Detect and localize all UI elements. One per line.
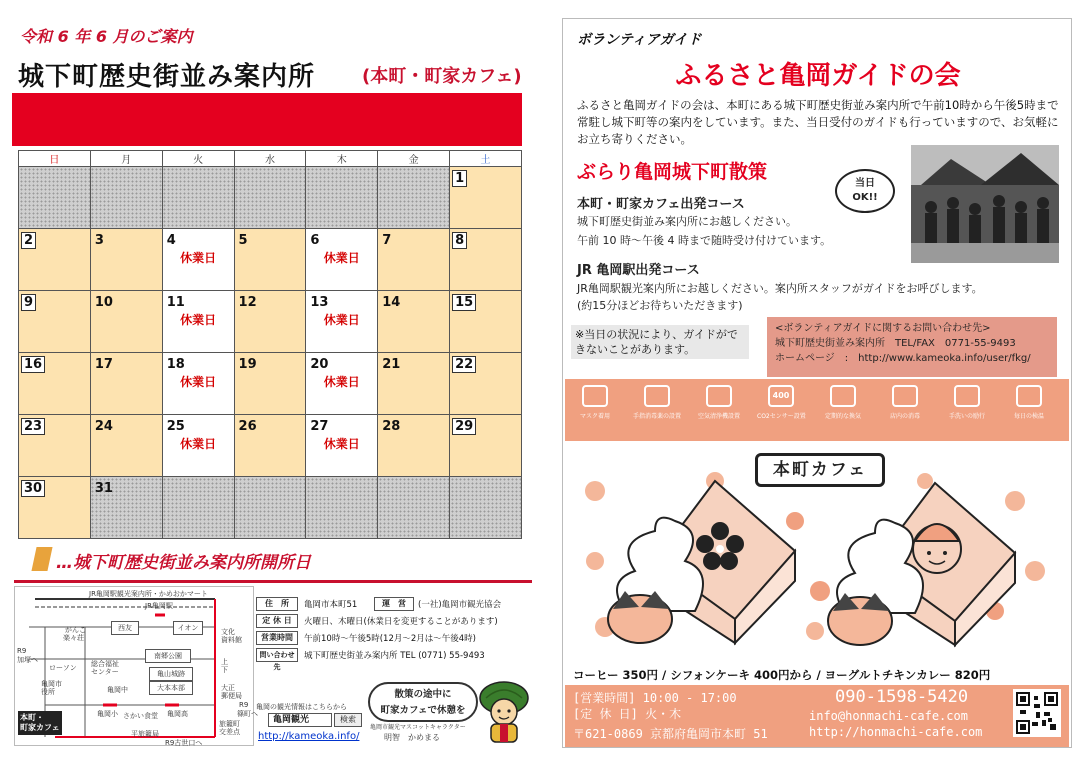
day-number: 27 bbox=[310, 419, 329, 434]
contact-title: <ボランティアガイドに関するお問い合わせ先> bbox=[775, 323, 991, 334]
map-box: 西友 bbox=[111, 621, 139, 635]
info-value: 城下町歴史街並み案内所 TEL (0771) 55-9493 bbox=[304, 651, 485, 661]
red-band bbox=[12, 93, 522, 146]
day-number: 19 bbox=[238, 357, 257, 372]
calendar-week bbox=[19, 229, 522, 291]
info-row-holiday bbox=[256, 613, 532, 630]
map-label: 文化 bbox=[221, 628, 235, 636]
course2-desc: (約15分ほどお待ちいただきます) bbox=[577, 299, 743, 312]
info-table bbox=[256, 596, 532, 671]
calendar-day bbox=[162, 353, 234, 415]
calendar-day bbox=[450, 353, 522, 415]
legend-swatch bbox=[31, 547, 52, 571]
day-number: 29 bbox=[452, 418, 476, 435]
map-box: 南郷公園 bbox=[145, 649, 191, 663]
calendar-day bbox=[162, 291, 234, 353]
thermometer-icon bbox=[1016, 385, 1042, 407]
calendar-day bbox=[378, 353, 450, 415]
info-key: 問い合わせ先 bbox=[256, 648, 298, 662]
day-number: 24 bbox=[94, 419, 113, 434]
calendar-day bbox=[378, 415, 450, 477]
closed-day-label: 休業日 bbox=[180, 251, 217, 265]
cafe-menu: コーヒー 350円 / シフォンケーキ 400円から / ヨーグルトチキンカレー 820円 bbox=[573, 668, 991, 682]
calendar-week bbox=[19, 167, 522, 229]
cafe-hours: [営業時間] 10:00 - 17:00 bbox=[573, 691, 737, 705]
info-key: 定 休 日 bbox=[256, 614, 298, 628]
qr-code-icon bbox=[1013, 689, 1061, 737]
calendar-day bbox=[378, 477, 450, 539]
map-label: 篠町へ bbox=[237, 710, 258, 718]
calendar-day bbox=[234, 229, 306, 291]
walk-title: ぶらり亀岡城下町散策 bbox=[577, 161, 768, 183]
calendar-day bbox=[450, 291, 522, 353]
air-purifier-icon bbox=[706, 385, 732, 407]
cafe-address: 〒621-0869 京都府亀岡市本町 51 bbox=[573, 727, 768, 741]
mask-icon bbox=[582, 385, 608, 407]
course1-desc: 午前 10 時～午後 4 時まで随時受け付けています。 bbox=[577, 234, 832, 247]
weekday-header: 水 bbox=[234, 151, 306, 167]
day-number: 22 bbox=[452, 356, 476, 373]
mascot-name: 明智 かめまる bbox=[384, 733, 440, 742]
safety-item bbox=[881, 385, 929, 420]
weekday-header: 金 bbox=[378, 151, 450, 167]
closed-day-label: 休業日 bbox=[323, 313, 360, 327]
day-number: 28 bbox=[382, 419, 401, 434]
course1-title: 本町・町家カフェ出発コース bbox=[577, 197, 745, 212]
rest-speech-bubble: 散策の途中に 町家カフェで休憩を bbox=[368, 682, 478, 722]
closed-day-label: 休業日 bbox=[180, 375, 217, 389]
safety-item-label: 毎日の検温 bbox=[1013, 413, 1044, 420]
map-label: R9 bbox=[239, 701, 249, 709]
info-key: 運 営 bbox=[374, 597, 414, 611]
calendar-day bbox=[162, 415, 234, 477]
day-number: 11 bbox=[166, 295, 185, 310]
calendar-day bbox=[90, 291, 162, 353]
map-label: R9古世口へ bbox=[165, 739, 203, 747]
guide-title: ふるさと亀岡ガイドの会 bbox=[675, 61, 961, 91]
map-label: 下 bbox=[221, 666, 228, 674]
spray-icon bbox=[892, 385, 918, 407]
map-label: 交差点 bbox=[219, 728, 240, 736]
calendar-day bbox=[90, 229, 162, 291]
calendar-day bbox=[162, 229, 234, 291]
info-row-contact bbox=[256, 647, 532, 671]
same-day-bubble: 当日 OK!! bbox=[835, 169, 895, 213]
calendar-day bbox=[90, 353, 162, 415]
calendar-day bbox=[306, 167, 378, 229]
safety-item bbox=[571, 385, 619, 420]
page-title: 城下町歴史街並み案内所 bbox=[18, 62, 316, 92]
calendar-day bbox=[19, 353, 91, 415]
map-box: イオン bbox=[173, 621, 203, 635]
cafe-web: http://honmachi-cafe.com bbox=[809, 725, 983, 739]
safety-item bbox=[819, 385, 867, 420]
page-title-sub: (本町・町家カフェ) bbox=[362, 66, 522, 87]
contact-line: ホームページ : http://www.kameoka.info/user/fkg/ bbox=[775, 353, 1031, 364]
safety-item bbox=[695, 385, 743, 420]
info-value: 火曜日、木曜日(休業日を変更することがあります) bbox=[304, 617, 498, 627]
tourism-url-link[interactable]: http://kameoka.info/ bbox=[258, 731, 360, 742]
day-number: 8 bbox=[452, 232, 467, 249]
guide-intro: ふるさと亀岡ガイドの会は、本町にある城下町歴史街並み案内所で午前10時から午後5時まで常駐し城下町等の案内をしています。また、当日受付のガイドも行っていますので、お気軽にお立ち寄りください。 bbox=[577, 98, 1059, 146]
calendar-day bbox=[306, 229, 378, 291]
day-number: 18 bbox=[166, 357, 185, 372]
access-map bbox=[14, 586, 258, 747]
calendar-week bbox=[19, 477, 522, 539]
weekday-header: 日 bbox=[19, 151, 91, 167]
sanitizer-icon bbox=[644, 385, 670, 407]
calendar-day bbox=[306, 415, 378, 477]
day-number: 23 bbox=[21, 418, 45, 435]
map-box: 大本本部 bbox=[149, 681, 193, 695]
safety-item bbox=[757, 385, 805, 420]
safety-item-label: マスク着用 bbox=[579, 413, 610, 420]
info-value: 亀岡市本町51 bbox=[304, 600, 358, 610]
calendar-day bbox=[450, 229, 522, 291]
calendar-body bbox=[19, 167, 522, 539]
calendar-day bbox=[19, 167, 91, 229]
tourism-search-box[interactable]: 亀岡観光 bbox=[268, 713, 332, 727]
safety-item bbox=[633, 385, 681, 420]
tourism-search-button[interactable]: 検索 bbox=[334, 713, 362, 727]
safety-icons-bar bbox=[565, 379, 1069, 441]
closed-day-label: 休業日 bbox=[323, 437, 360, 451]
safety-item-label: 定期的な換気 bbox=[824, 413, 861, 420]
map-label-station-info: JR亀岡駅観光案内所・かめおかマート bbox=[89, 590, 208, 598]
day-number: 2 bbox=[21, 232, 36, 249]
tour-photo bbox=[911, 145, 1059, 263]
calendar-week bbox=[19, 353, 522, 415]
cafe-ad bbox=[565, 379, 1069, 747]
map-label: 平旅籠局 bbox=[131, 730, 159, 738]
calendar-day bbox=[90, 415, 162, 477]
calendar-day bbox=[234, 167, 306, 229]
calendar-day bbox=[450, 167, 522, 229]
map-label: 亀岡市 bbox=[41, 680, 62, 688]
map-label: 総合福祉 bbox=[91, 660, 119, 668]
calendar-day bbox=[306, 477, 378, 539]
day-number: 13 bbox=[310, 295, 329, 310]
map-label: 郵便局 bbox=[221, 692, 242, 700]
calendar-day bbox=[378, 229, 450, 291]
co2-sensor-icon: 400 bbox=[768, 385, 794, 407]
course2-title: JR 亀岡駅出発コース bbox=[577, 263, 700, 278]
safety-item-label: 空気清浄機設置 bbox=[697, 413, 740, 420]
closed-day-label: 休業日 bbox=[180, 313, 217, 327]
handwash-icon bbox=[954, 385, 980, 407]
cafe-footer bbox=[565, 685, 1069, 747]
info-value: (一社)亀岡市観光協会 bbox=[418, 600, 502, 610]
weekday-header: 木 bbox=[306, 151, 378, 167]
calendar-day bbox=[234, 353, 306, 415]
course2-desc: JR亀岡駅観光案内所にお越しください。案内所スタッフがガイドをお呼びします。 bbox=[577, 282, 983, 295]
calendar-week bbox=[19, 291, 522, 353]
calendar bbox=[18, 150, 522, 539]
map-label: ローソン bbox=[49, 664, 77, 672]
mascot-caption: 亀岡市観光マスコットキャラクター bbox=[370, 724, 466, 731]
day-number: 9 bbox=[21, 294, 36, 311]
calendar-weekdays bbox=[19, 151, 522, 167]
map-label: 加塚へ bbox=[17, 656, 38, 664]
day-number: 30 bbox=[21, 480, 45, 497]
map-label: 楽々荘 bbox=[63, 634, 84, 642]
tourism-note: 亀岡の観光情報はこちらから bbox=[256, 703, 347, 711]
cafe-sign: 本町カフェ bbox=[755, 453, 885, 487]
calendar-day bbox=[90, 167, 162, 229]
calendar-day bbox=[162, 167, 234, 229]
day-number: 14 bbox=[382, 295, 401, 310]
day-number: 25 bbox=[166, 419, 185, 434]
cafe-closed: [定 休 日] 火・木 bbox=[573, 707, 682, 721]
map-label: 役所 bbox=[41, 688, 55, 696]
weekday-header: 月 bbox=[90, 151, 162, 167]
map-label: センター bbox=[91, 668, 119, 676]
weekday-header: 火 bbox=[162, 151, 234, 167]
calendar-day bbox=[450, 415, 522, 477]
safety-item-label: 手洗いの励行 bbox=[948, 413, 985, 420]
contact-line: 城下町歴史街並み案内所 TEL/FAX 0771-55-9493 bbox=[775, 338, 1016, 349]
day-number: 5 bbox=[238, 233, 248, 248]
calendar-day bbox=[450, 477, 522, 539]
calendar-day bbox=[234, 291, 306, 353]
safety-item-label: CO2センサー設置 bbox=[757, 413, 806, 420]
day-number: 16 bbox=[21, 356, 45, 373]
divider bbox=[14, 580, 532, 583]
safety-item bbox=[1005, 385, 1053, 420]
volunteer-label: ボランティアガイド bbox=[577, 32, 702, 48]
map-label-station: JR亀岡駅 bbox=[145, 602, 173, 610]
calendar-day bbox=[306, 291, 378, 353]
day-number: 21 bbox=[382, 357, 401, 372]
course1-desc: 城下町歴史街並み案内所にお越しください。 bbox=[577, 215, 797, 228]
day-number: 10 bbox=[94, 295, 113, 310]
day-number: 7 bbox=[382, 233, 392, 248]
cafe-phone: 090-1598-5420 bbox=[835, 687, 969, 707]
calendar-day bbox=[234, 477, 306, 539]
calendar-day bbox=[162, 477, 234, 539]
closed-day-label: 休業日 bbox=[323, 375, 360, 389]
calendar-day bbox=[19, 291, 91, 353]
map-start-point: 本町・ 町家カフェ bbox=[18, 711, 62, 735]
map-label: 上 bbox=[221, 658, 228, 666]
info-key: 住 所 bbox=[256, 597, 298, 611]
day-number: 20 bbox=[310, 357, 329, 372]
day-number: 26 bbox=[238, 419, 257, 434]
day-number: 3 bbox=[94, 233, 104, 248]
calendar-day bbox=[378, 167, 450, 229]
legend-text: …城下町歴史街並み案内所開所日 bbox=[56, 553, 311, 573]
cafe-email: info@honmachi-cafe.com bbox=[809, 709, 968, 723]
safety-item bbox=[943, 385, 991, 420]
map-label: 大正 bbox=[221, 684, 235, 692]
day-number: 12 bbox=[238, 295, 257, 310]
map-label: 亀岡中 bbox=[107, 686, 128, 694]
day-number: 1 bbox=[452, 170, 467, 187]
guide-contact bbox=[767, 317, 1057, 377]
mascot-icon bbox=[474, 676, 534, 746]
weekday-header: 土 bbox=[450, 151, 522, 167]
right-page bbox=[562, 18, 1072, 748]
caution-note: ※当日の状況により、ガイドができないことがあります。 bbox=[571, 325, 749, 359]
safety-item-label: 店内の消毒 bbox=[889, 413, 920, 420]
closed-day-label: 休業日 bbox=[323, 251, 360, 265]
calendar-day bbox=[19, 229, 91, 291]
map-label: さかい食堂 bbox=[123, 712, 158, 720]
day-number: 31 bbox=[94, 481, 113, 496]
map-label: 資料館 bbox=[221, 636, 242, 644]
map-label: 亀岡高 bbox=[167, 710, 188, 718]
day-number: 17 bbox=[94, 357, 113, 372]
day-number: 15 bbox=[452, 294, 476, 311]
info-row-address bbox=[256, 596, 532, 613]
calendar-day bbox=[306, 353, 378, 415]
calendar-week bbox=[19, 415, 522, 477]
map-label: 旅籠町 bbox=[219, 720, 240, 728]
ventilation-icon bbox=[830, 385, 856, 407]
day-number: 6 bbox=[310, 233, 320, 248]
info-row-hours bbox=[256, 630, 532, 647]
map-box: 亀山城跡 bbox=[149, 667, 193, 681]
calendar-day bbox=[90, 477, 162, 539]
info-value: 午前10時～午後5時(12月～2月は～午後4時) bbox=[304, 634, 476, 644]
closed-day-label: 休業日 bbox=[180, 437, 217, 451]
map-label: R9 bbox=[17, 647, 27, 655]
calendar-day bbox=[19, 415, 91, 477]
safety-item-label: 手指消毒薬の設置 bbox=[633, 413, 682, 420]
calendar-day bbox=[19, 477, 91, 539]
calendar-day bbox=[234, 415, 306, 477]
calendar-day bbox=[378, 291, 450, 353]
map-label: 亀岡小 bbox=[97, 710, 118, 718]
map-label: がんこ bbox=[65, 626, 86, 634]
info-key: 営業時間 bbox=[256, 631, 298, 645]
month-notice: 令和 6 年 6 月のご案内 bbox=[20, 27, 193, 46]
day-number: 4 bbox=[166, 233, 176, 248]
